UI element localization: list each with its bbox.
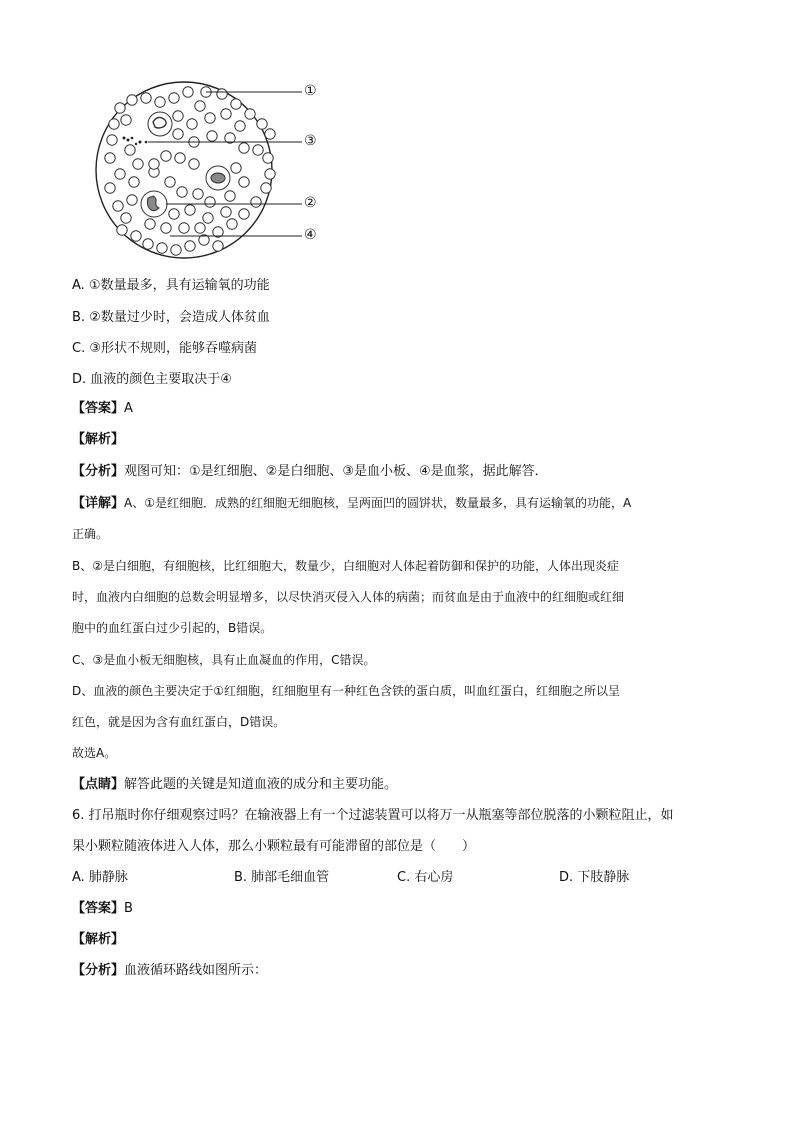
label-marker-3: ③ xyxy=(304,133,317,149)
answer-tag: 【答案】 xyxy=(72,901,125,916)
fenxi-text: 观图可知：①是红细胞、②是白细胞、③是血小板、④是血浆，据此解答． xyxy=(124,464,548,479)
q6-option-c: C. 右心房 xyxy=(397,870,454,885)
q5-option-a: A. ①数量最多，具有运输氧的功能 xyxy=(72,278,270,293)
red-blood-cell xyxy=(177,187,187,197)
red-blood-cell xyxy=(157,243,167,253)
red-blood-cell xyxy=(207,131,217,141)
red-blood-cell xyxy=(149,159,159,169)
red-blood-cell xyxy=(239,209,249,219)
red-blood-cell xyxy=(107,135,117,145)
fenxi-tag: 【分析】 xyxy=(72,963,125,978)
q6-analysis-heading xyxy=(72,931,124,949)
red-blood-cell xyxy=(263,153,273,163)
blood-smear-diagram xyxy=(90,78,340,263)
q5-xiangjie-line-4: 时，血液内白细胞的总数会明显增多，以尽快消灭侵入人体的病菌；而贫血是由于血液中的红细胞或红细 xyxy=(72,590,625,604)
xiangjie-text: A、①是红细胞．成熟的红细胞无细胞核，呈两面凹的圆饼状，数量最多，具有运输氧的功能，A xyxy=(124,496,632,510)
q5-xiangjie-line-1 xyxy=(72,494,631,513)
white-blood-cell-2 xyxy=(206,166,230,190)
red-blood-cell xyxy=(171,245,181,255)
red-blood-cell xyxy=(231,163,241,173)
q6-stem-line-1: 6. 打吊瓶时你仔细观察过吗？在输液器上有一个过滤装置可以将万一从瓶塞等部位脱落的小颗粒阻止，如 xyxy=(72,808,674,823)
red-blood-cell xyxy=(141,93,151,103)
red-blood-cell xyxy=(117,225,127,235)
red-blood-cell xyxy=(253,145,263,155)
red-blood-cell xyxy=(213,241,223,251)
q5-dianjing xyxy=(72,776,397,794)
red-blood-cell xyxy=(109,119,119,129)
red-blood-cell xyxy=(235,121,245,131)
q5-xiangjie-line-3: B、②是白细胞，有细胞核，比红细胞大，数量少，白细胞对人体起着防御和保护的功能，人体出现炎症 xyxy=(72,559,619,573)
red-blood-cell xyxy=(161,223,171,233)
red-blood-cell xyxy=(195,223,205,233)
red-blood-cell xyxy=(221,109,231,119)
red-blood-cell xyxy=(173,111,183,121)
red-blood-cell xyxy=(189,159,199,169)
dianjing-tag: 【点睛】 xyxy=(72,777,125,792)
red-blood-cell xyxy=(251,197,261,207)
q6-option-d: D. 下肢静脉 xyxy=(559,870,630,885)
analysis-tag: 【解析】 xyxy=(72,432,125,447)
red-blood-cell xyxy=(217,89,227,99)
red-blood-cell xyxy=(131,231,141,241)
red-blood-cell xyxy=(183,87,193,97)
red-blood-cell xyxy=(129,177,139,187)
red-blood-cell xyxy=(257,119,267,129)
red-blood-cell xyxy=(175,153,185,163)
q6-stem-line-2: 果小颗粒随液体进入人体，那么小颗粒最有可能滞留的部位是（ ） xyxy=(72,839,476,854)
red-blood-cell xyxy=(169,93,179,103)
red-blood-cell xyxy=(227,219,237,229)
red-blood-cell xyxy=(205,197,215,207)
q6-fenxi xyxy=(72,962,267,980)
answer-tag: 【答案】 xyxy=(72,401,125,416)
red-blood-cell xyxy=(113,201,123,211)
white-blood-cell-1 xyxy=(148,112,172,136)
red-blood-cell xyxy=(239,143,249,153)
red-blood-cell xyxy=(195,101,205,111)
q5-option-b: B. ②数量过少时，会造成人体贫血 xyxy=(72,310,270,325)
red-blood-cell xyxy=(231,99,241,109)
q5-option-d: D. 血液的颜色主要取决于④ xyxy=(72,372,232,387)
red-blood-cell xyxy=(115,103,125,113)
label-marker-4: ④ xyxy=(304,227,317,243)
q6-option-a: A. 肺静脉 xyxy=(72,870,128,885)
red-blood-cell xyxy=(133,159,143,169)
red-blood-cell xyxy=(179,223,189,233)
red-blood-cell xyxy=(245,109,255,119)
xiangjie-tag: 【详解】 xyxy=(72,496,125,511)
red-blood-cell xyxy=(161,151,171,161)
q5-xiangjie-line-7: D、血液的颜色主要决定于①红细胞，红细胞里有一种红色含铁的蛋白质，叫血红蛋白，红细胞之所以呈 xyxy=(72,684,621,698)
q6-option-b: B. 肺部毛细血管 xyxy=(234,870,330,885)
q5-xiangjie-line-9: 故选A。 xyxy=(72,746,117,760)
red-blood-cell xyxy=(221,207,231,217)
answer-value: A xyxy=(124,401,133,416)
red-blood-cell xyxy=(169,209,179,219)
label-marker-1: ① xyxy=(304,83,317,99)
red-blood-cell xyxy=(173,129,183,139)
red-blood-cell xyxy=(145,219,155,229)
q5-fenxi xyxy=(72,463,548,481)
red-blood-cell xyxy=(105,153,115,163)
red-blood-cell xyxy=(193,189,203,199)
red-blood-cell xyxy=(185,241,195,251)
q5-xiangjie-line-6: C、③是血小板无细胞核，具有止血凝血的作用，C错误。 xyxy=(72,653,376,667)
red-blood-cell xyxy=(203,213,213,223)
q5-xiangjie-line-2: 正确。 xyxy=(72,527,109,541)
q5-xiangjie-line-5: 胞中的血红蛋白过少引起的，B错误。 xyxy=(72,621,273,635)
q5-answer xyxy=(72,400,133,418)
red-blood-cell xyxy=(121,115,131,125)
q5-xiangjie-line-8: 红色，就是因为含有血红蛋白，D错误。 xyxy=(72,715,286,729)
fenxi-tag: 【分析】 xyxy=(72,464,125,479)
fenxi-text: 血液循环路线如图所示： xyxy=(124,963,268,978)
blood-smear-figure xyxy=(90,78,340,263)
red-blood-cell xyxy=(187,119,197,129)
red-blood-cell xyxy=(261,183,271,193)
red-blood-cell xyxy=(165,177,175,187)
dianjing-text: 解答此题的关键是知道血液的成分和主要功能。 xyxy=(124,777,398,792)
red-blood-cell xyxy=(127,195,137,205)
red-blood-cell xyxy=(205,113,215,123)
red-blood-cell xyxy=(143,239,153,249)
red-blood-cell xyxy=(121,213,131,223)
red-blood-cell xyxy=(185,205,195,215)
red-blood-cell xyxy=(265,169,275,179)
red-blood-cell xyxy=(127,95,137,105)
red-blood-cell xyxy=(155,97,165,107)
q5-option-c: C. ③形状不规则，能够吞噬病菌 xyxy=(72,341,257,356)
label-marker-2: ② xyxy=(304,195,317,211)
analysis-tag: 【解析】 xyxy=(72,932,125,947)
red-blood-cell xyxy=(265,129,275,139)
red-blood-cell xyxy=(125,145,135,155)
red-blood-cell xyxy=(115,169,125,179)
q6-answer xyxy=(72,900,133,918)
q5-analysis-heading xyxy=(72,431,124,449)
white-blood-cell-3 xyxy=(141,191,167,217)
answer-value: B xyxy=(124,901,133,916)
red-blood-cell xyxy=(225,191,235,201)
red-blood-cell xyxy=(239,177,249,187)
red-blood-cell xyxy=(105,183,115,193)
